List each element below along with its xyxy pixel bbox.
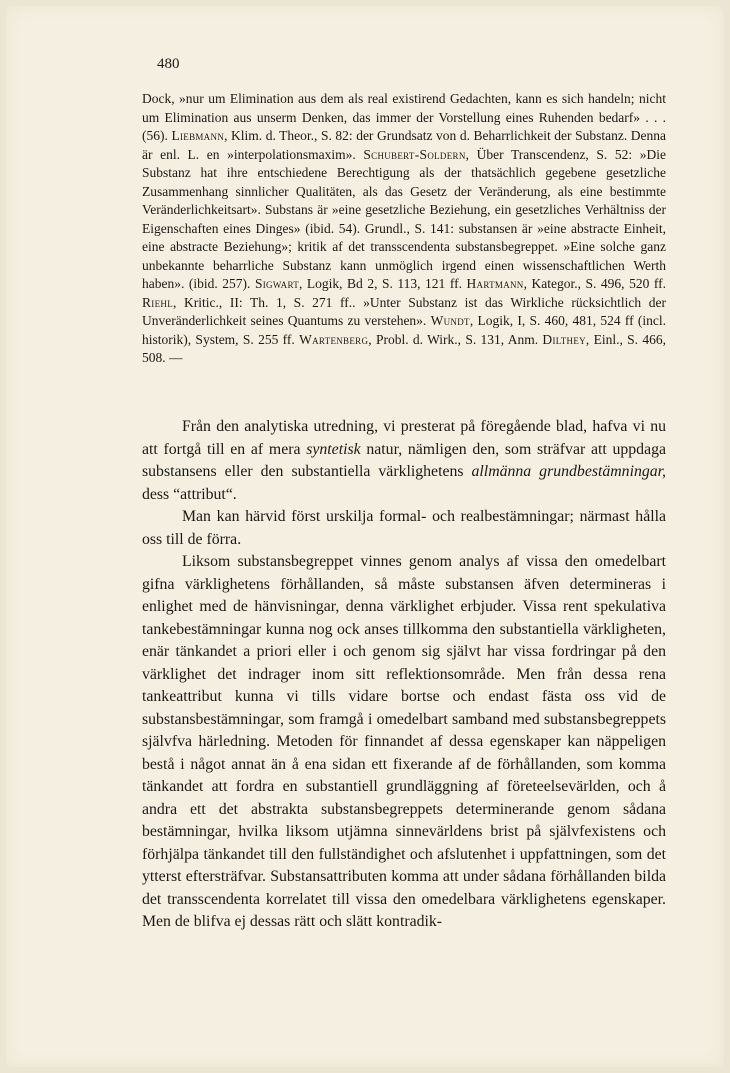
author-name: Wartenberg — [299, 331, 369, 347]
text-run: Från den analytiska utredning, vi presterat på föregående blad, hafva vi nu att fortgå till en af mera — [142, 418, 666, 458]
text-run: , Klim. d. Theor., S. 82: der Grundsatz von d. Beharrlichkeit der Substanz. Denna är enl. L. en »interpolationsmaxim». — [142, 128, 666, 162]
author-name: Hartmann — [466, 276, 524, 291]
text-run: , Über Transcendenz, S. 52: »Die Substanz hat ihre entschiedene Berechtigung als der thatsächlich gegebene gesetzliche Zusammenhang sinnlicher Qualitäten, als das Gesetz der Veränderung, als eine bestimmte Veränderlichkeitsart». Substans är »eine gesetzliche Beziehung, ein gesetzliches Verhältniss der Eigenschaften eines Dinges» (ibid. 54). Grundl., S. 141: substansen är »eine abstracte Einheit, eine abstracte Beziehung»; kritik af det transscendenta substansbegreppet. »Eine solche ganz unbekannte beharrliche Substanz kann unmöglich irgend einen wissenschaftlichen Werth haben». (ibid. 257). — [142, 146, 666, 291]
text-run: Liksom substansbegreppet vinnes genom analys af vissa den omedelbart gifna värklighetens förhållanden, så måste substansen äfven determineras i enlighet med de hänvisningar, denna värklighet erbjuder. Vissa rent spekulativa tankebestämningar kunna nog ock anses tillkomma den substantiella värkligheten, enär tänkandet a priori eller i och genom sig självt har vissa fordringar på den värklighet det indrager inom sitt reflektionsområde. Men från dessa rena tankeattribut kunna vi tills vidare bortse och endast fästa oss vid de substansbestämningar, som framgå i omedelbart samband med substansbegreppets självfva härledning. Metoden för finnandet af dessa egenskaper kan näppeligen bestå i något annat än å ena sidan ett fixerande af de förhållanden, som komma tänkandet att fordra en substantiell grundläggning af företeelsevärlden, och å andra ett det abstrakta substansbegreppets determinerande genom sådana bestämningar, hvilka liksom utjämna sinnevärldens brist på självfexistens och förhjälpa tänkandet till den fullständighet och afslutenhet i uppfattningen, som det ytterst eftersträfvar. Substansattributen komma att under sådana förhållanden bilda det transscendenta korrelatet till vissa den omedelbara värklighetens egenskaper. Men de blifva ej dessas rätt och slätt kontradik- — [142, 553, 666, 930]
author-name: Sigwart — [254, 276, 299, 291]
author-name: Dilthey — [542, 331, 586, 347]
text-run: natur, nämligen den, som sträfvar att uppdaga substansens eller den substantiella värklighetens — [142, 440, 666, 480]
text-run: dess “attribut“. — [142, 485, 237, 503]
footnote-block — [142, 90, 666, 368]
emphasis-text: syntetisk — [306, 440, 361, 458]
footnote-paragraph — [142, 90, 666, 368]
author-name: Liebmann — [171, 128, 225, 143]
text-run: , Einl., S. 466, 508. — — [142, 331, 666, 365]
main-text-block — [142, 416, 666, 934]
text-run: , Kritic., II: Th. 1, S. 271 ff.. »Unter Substanz ist das Wirkliche rücksichtlich der Unveränderlichkeit seines Quantums zu verstehen». — [142, 294, 666, 328]
body-paragraph — [142, 506, 666, 551]
author-name: Riehl — [142, 294, 173, 310]
text-run: , Kategor., S. 496, 520 ff. — [523, 276, 666, 291]
author-name: Wundt — [430, 313, 470, 328]
page-number: 480 — [157, 56, 180, 72]
text-run: Man kan härvid först urskilja formal- och realbestämningar; närmast hålla oss till de förra. — [142, 508, 666, 548]
emphasis-text: allmänna grundbestämningar, — [471, 463, 667, 480]
text-run: , Logik, I, S. 460, 481, 524 ff (incl. historik), System, S. 255 ff. — [142, 313, 666, 347]
text-run: , Probl. d. Wirk., S. 131, Anm. — [368, 331, 543, 347]
text-run: Dock, »nur um Elimination aus dem als real existirend Gedachten, kann es sich handeln; nicht um Elimination aus unserm Denken, das immer der Vorstellung eines Ruhenden bedarf» . . . (56). — [142, 91, 666, 143]
body-paragraph — [142, 416, 666, 506]
author-name: Schubert-Soldern — [363, 146, 466, 162]
text-run: , Logik, Bd 2, S. 113, 121 ff. — [299, 276, 467, 291]
body-paragraph — [142, 551, 666, 934]
